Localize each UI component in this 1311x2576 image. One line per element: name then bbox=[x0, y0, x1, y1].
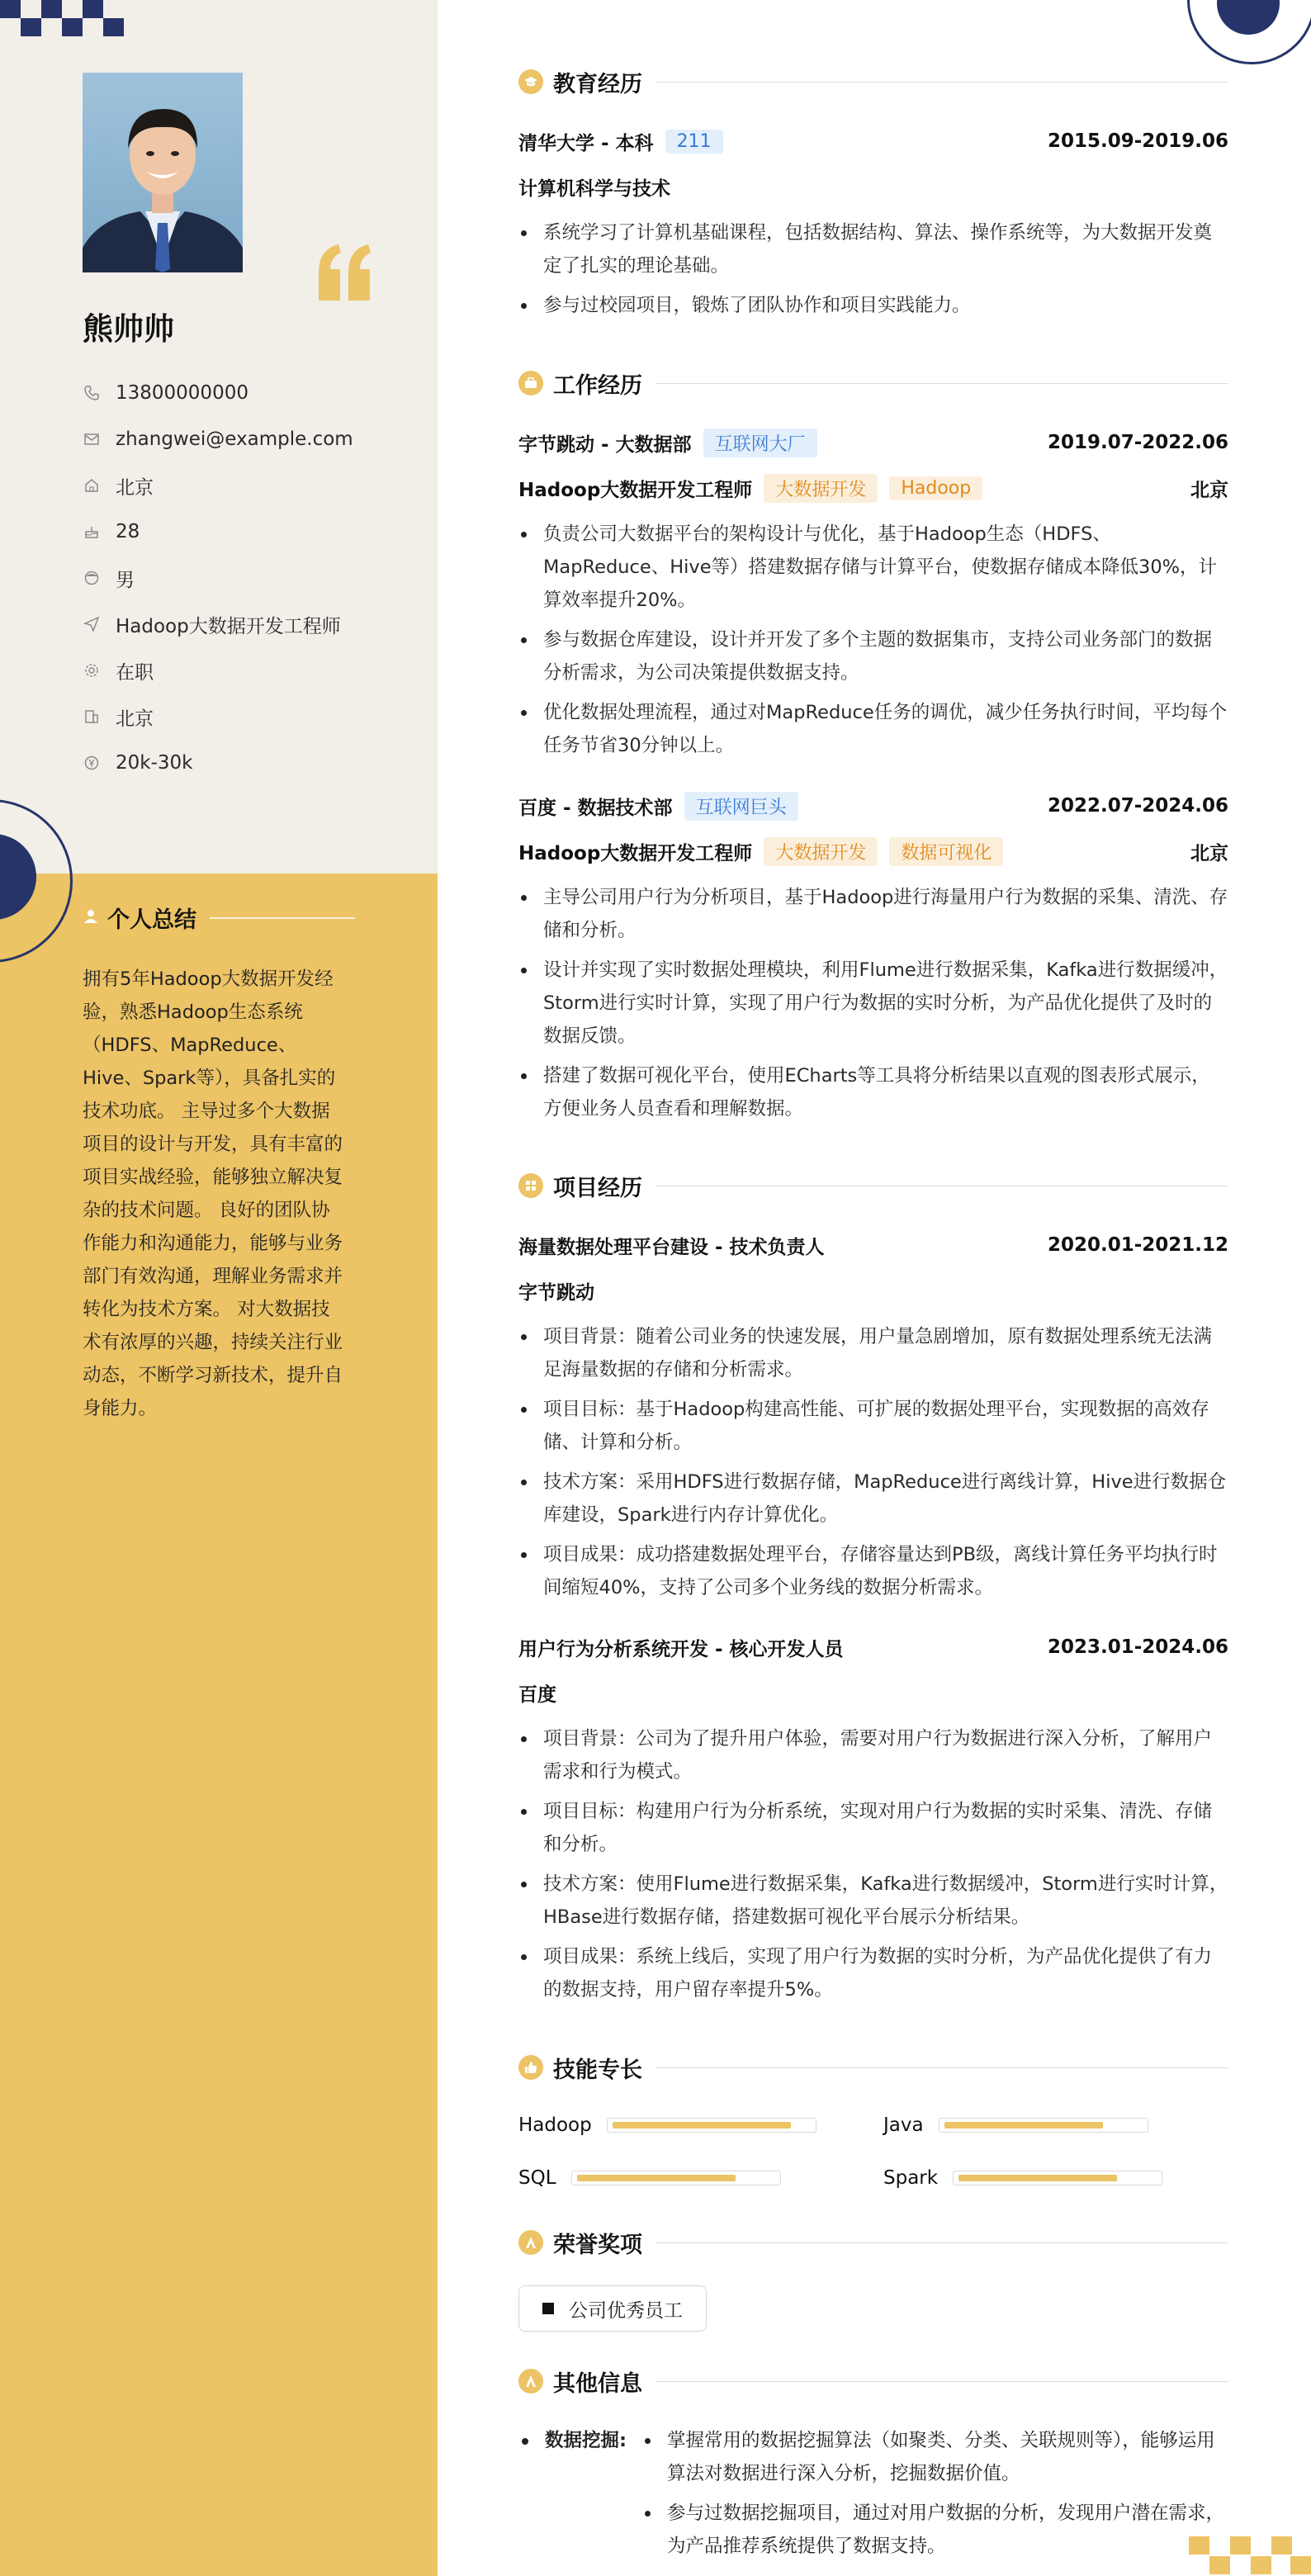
section-divider bbox=[656, 82, 1228, 83]
award-icon bbox=[518, 2369, 543, 2394]
education-major-row bbox=[518, 172, 1228, 201]
info-position bbox=[83, 601, 353, 647]
project-1-name-row bbox=[518, 1230, 1228, 1260]
project-1-org-row bbox=[518, 1276, 1228, 1305]
section-divider bbox=[656, 2067, 1228, 2068]
job-1-role-row bbox=[518, 473, 1228, 503]
project-date: 2020.01-2021.12 bbox=[1047, 1234, 1228, 1256]
job-company: 百度 - 数据技术部 bbox=[518, 797, 673, 819]
project-2-bullets bbox=[518, 1722, 1228, 2006]
info-status-text: 在职 bbox=[116, 661, 154, 684]
job-2-company-row bbox=[518, 791, 1228, 821]
education-tag: 211 bbox=[665, 130, 723, 154]
info-target-city bbox=[83, 694, 353, 740]
job-skill-tag: 大数据开发 bbox=[764, 837, 878, 866]
building-icon bbox=[83, 708, 101, 726]
skill-item bbox=[518, 2110, 816, 2140]
job-city: 北京 bbox=[1190, 842, 1228, 864]
info-gender bbox=[83, 555, 353, 601]
info-gender-text: 男 bbox=[116, 569, 135, 591]
list-item: 系统学习了计算机基础课程，包括数据结构、算法、操作系统等，为大数据开发奠定了扎实的理论基础。 bbox=[518, 216, 1228, 282]
person-face-icon bbox=[83, 569, 101, 587]
list-item: 项目背景：公司为了提升用户体验，需要对用户行为数据进行深入分析，了解用户需求和行为模式。 bbox=[518, 1722, 1228, 1788]
education-bullets bbox=[518, 216, 1228, 322]
job-skill-tag: Hadoop bbox=[889, 476, 982, 500]
list-item: 负责公司大数据平台的架构设计与优化，基于Hadoop生态（HDFS、MapReduce、Hive等）搭建数据存储与计算平台，使数据存储成本降低30%，计算效率提升20%。 bbox=[518, 518, 1228, 617]
project-1-bullets bbox=[518, 1320, 1228, 1604]
education-school: 清华大学 - 本科 bbox=[518, 132, 654, 154]
info-location bbox=[83, 462, 353, 509]
project-org: 字节跳动 bbox=[518, 1281, 594, 1304]
user-icon bbox=[83, 908, 99, 928]
section-divider bbox=[656, 2381, 1228, 2382]
checker-pattern-top-left bbox=[0, 0, 124, 38]
quote-mark-icon bbox=[314, 244, 375, 304]
section-honors-header bbox=[518, 2226, 1228, 2259]
project-org: 百度 bbox=[518, 1683, 556, 1706]
section-education-title: 教育经历 bbox=[553, 71, 642, 97]
section-projects-title: 项目经历 bbox=[553, 1175, 642, 1201]
yuan-coin-icon bbox=[83, 754, 101, 772]
list-item: 项目背景：随着公司业务的快速发展，用户量急剧增加，原有数据处理系统无法满足海量数据的存储和分析需求。 bbox=[518, 1320, 1228, 1386]
education-school-row bbox=[518, 126, 1228, 156]
skill-name: SQL bbox=[518, 2167, 556, 2189]
send-icon bbox=[83, 615, 101, 633]
project-2-org-row bbox=[518, 1678, 1228, 1707]
job-role: Hadoop大数据开发工程师 bbox=[518, 479, 753, 501]
skill-name: Spark bbox=[883, 2167, 939, 2189]
grid-icon bbox=[518, 1173, 543, 1198]
section-honors-title: 荣誉奖项 bbox=[553, 2232, 642, 2258]
job-city: 北京 bbox=[1190, 479, 1228, 501]
mail-icon bbox=[83, 430, 101, 448]
skill-bar bbox=[571, 2171, 781, 2185]
gear-icon bbox=[83, 661, 101, 680]
checker-pattern-bottom-right bbox=[1189, 2536, 1311, 2576]
summary-title: 个人总结 bbox=[107, 907, 196, 933]
job-role: Hadoop大数据开发工程师 bbox=[518, 842, 753, 864]
decor-ring-top-right bbox=[1187, 0, 1311, 64]
section-divider bbox=[656, 2242, 1228, 2243]
skill-name: Java bbox=[883, 2114, 924, 2136]
candidate-name: 熊帅帅 bbox=[83, 311, 174, 347]
section-other-header bbox=[518, 2365, 1228, 2398]
info-salary-text: 20k-30k bbox=[116, 752, 193, 774]
list-item: 参与数据仓库建设，设计并开发了多个主题的数据集市，支持公司业务部门的数据分析需求，为公司决策提供数据支持。 bbox=[518, 623, 1228, 689]
project-name: 海量数据处理平台建设 - 技术负责人 bbox=[518, 1236, 825, 1258]
graduation-cap-icon bbox=[518, 69, 543, 94]
job-date: 2022.07-2024.06 bbox=[1047, 795, 1228, 817]
skill-bar bbox=[939, 2118, 1148, 2133]
list-item: 项目成果：成功搭建数据处理平台，存储容量达到PB级，离线计算任务平均执行时间缩短40%，支持了公司多个业务线的数据分析需求。 bbox=[518, 1538, 1228, 1604]
info-phone-text: 13800000000 bbox=[116, 382, 248, 404]
square-bullet-icon bbox=[542, 2303, 554, 2314]
other-label: 数据挖掘: bbox=[518, 2424, 627, 2457]
info-email-text: zhangwei@example.com bbox=[116, 429, 353, 450]
avatar-photo bbox=[83, 73, 243, 272]
skill-bar-fill bbox=[613, 2122, 791, 2129]
project-2-name-row bbox=[518, 1632, 1228, 1662]
section-skills-header bbox=[518, 2051, 1228, 2084]
award-icon bbox=[518, 2230, 543, 2255]
info-phone bbox=[83, 370, 353, 416]
section-other-title: 其他信息 bbox=[553, 2370, 642, 2397]
skill-bar bbox=[607, 2118, 816, 2133]
info-salary bbox=[83, 740, 353, 786]
list-item: 掌握常用的数据挖掘算法（如聚类、分类、关联规则等），能够运用算法对数据进行深入分析，挖掘数据价值。 bbox=[642, 2424, 1228, 2490]
job-1-company-row bbox=[518, 428, 1228, 457]
summary-divider bbox=[210, 917, 355, 919]
skill-item bbox=[518, 2163, 781, 2193]
list-item: 技术方案：使用Flume进行数据采集，Kafka进行数据缓冲，Storm进行实时计算，HBase进行数据存储，搭建数据可视化平台展示分析结果。 bbox=[518, 1868, 1228, 1934]
education-major: 计算机科学与技术 bbox=[518, 178, 670, 200]
cake-icon bbox=[83, 523, 101, 541]
section-education-header bbox=[518, 65, 1228, 98]
info-age-text: 28 bbox=[116, 521, 140, 542]
sidebar bbox=[0, 0, 438, 2576]
info-age bbox=[83, 509, 353, 555]
list-item: 搭建了数据可视化平台，使用ECharts等工具将分析结果以直观的图表形式展示，方便业务人员查看和理解数据。 bbox=[518, 1059, 1228, 1125]
skill-bar-fill bbox=[958, 2175, 1117, 2181]
job-company-tag: 互联网大厂 bbox=[703, 429, 817, 457]
thumbs-up-icon bbox=[518, 2055, 543, 2080]
job-company-tag: 互联网巨头 bbox=[684, 792, 798, 821]
list-item: 参与过数据挖掘项目，通过对用户数据的分析，发现用户潜在需求，为产品推荐系统提供了数据支持。 bbox=[642, 2497, 1228, 2563]
briefcase-icon bbox=[518, 371, 543, 395]
project-date: 2023.01-2024.06 bbox=[1047, 1636, 1228, 1658]
job-2-role-row bbox=[518, 836, 1228, 866]
summary-text: 拥有5年Hadoop大数据开发经验，熟悉Hadoop生态系统（HDFS、MapReduce、Hive、Spark等），具备扎实的技术功底。 主导过多个大数据项目的设计与开发，具有丰富的项目实战经验，能够独立解决复杂的技术问题。 良好的团队协作能力和沟通能力，能够与业务部门有效沟通，理解业务需求并转化为技术方案。 对大数据技术有浓厚的兴趣，持续关注行业动态，不断学习新技术，提升自身能力。 bbox=[83, 968, 343, 1419]
honor-text: 公司优秀员工 bbox=[569, 2299, 683, 2322]
job-company: 字节跳动 - 大数据部 bbox=[518, 433, 692, 456]
other-bullets bbox=[642, 2424, 1228, 2569]
info-target-city-text: 北京 bbox=[116, 708, 154, 730]
job-1-bullets bbox=[518, 518, 1228, 762]
list-item: 参与过校园项目，锻炼了团队协作和项目实践能力。 bbox=[518, 289, 1228, 322]
contact-info-list bbox=[83, 370, 353, 786]
skill-name: Hadoop bbox=[518, 2114, 592, 2136]
section-work-header bbox=[518, 367, 1228, 400]
info-status bbox=[83, 647, 353, 694]
info-position-text: Hadoop大数据开发工程师 bbox=[116, 615, 341, 637]
summary-header bbox=[83, 902, 355, 934]
section-divider bbox=[656, 383, 1228, 384]
list-item: 优化数据处理流程，通过对MapReduce任务的调优，减少任务执行时间，平均每个任务节省30分钟以上。 bbox=[518, 696, 1228, 762]
home-icon bbox=[83, 476, 101, 495]
project-name: 用户行为分析系统开发 - 核心开发人员 bbox=[518, 1638, 844, 1660]
job-2-bullets bbox=[518, 881, 1228, 1125]
list-item: 项目目标：构建用户行为分析系统，实现对用户行为数据的实时采集、清洗、存储和分析。 bbox=[518, 1795, 1228, 1861]
list-item: 技术方案：采用HDFS进行数据存储，MapReduce进行离线计算，Hive进行数据仓库建设，Spark进行内存计算优化。 bbox=[518, 1466, 1228, 1532]
phone-icon bbox=[83, 384, 101, 402]
skill-bar bbox=[953, 2171, 1162, 2185]
skill-bar-fill bbox=[944, 2122, 1103, 2129]
section-projects-header bbox=[518, 1169, 1228, 1202]
info-email bbox=[83, 416, 353, 462]
job-skill-tag: 大数据开发 bbox=[764, 474, 878, 503]
skill-bar-fill bbox=[577, 2175, 736, 2181]
list-item: 主导公司用户行为分析项目，基于Hadoop进行海量用户行为数据的采集、清洗、存储和分析。 bbox=[518, 881, 1228, 947]
section-skills-title: 技能专长 bbox=[553, 2057, 642, 2083]
list-item: 项目成果：系统上线后，实现了用户行为数据的实时分析，为产品优化提供了有力的数据支持，用户留存率提升5%。 bbox=[518, 1940, 1228, 2006]
honor-badge bbox=[518, 2285, 707, 2332]
job-skill-tag: 数据可视化 bbox=[889, 837, 1003, 866]
skill-item bbox=[883, 2163, 1162, 2193]
list-item: 项目目标：基于Hadoop构建高性能、可扩展的数据处理平台，实现数据的高效存储、计算和分析。 bbox=[518, 1393, 1228, 1459]
job-date: 2019.07-2022.06 bbox=[1047, 432, 1228, 453]
info-location-text: 北京 bbox=[116, 476, 154, 499]
education-date: 2015.09-2019.06 bbox=[1047, 130, 1228, 152]
section-work-title: 工作经历 bbox=[553, 372, 642, 399]
skill-item bbox=[883, 2110, 1148, 2140]
list-item: 设计并实现了实时数据处理模块，利用Flume进行数据采集，Kafka进行数据缓冲，Storm进行实时计算，实现了用户行为数据的实时分析，为产品优化提供了及时的数据反馈。 bbox=[518, 954, 1228, 1053]
